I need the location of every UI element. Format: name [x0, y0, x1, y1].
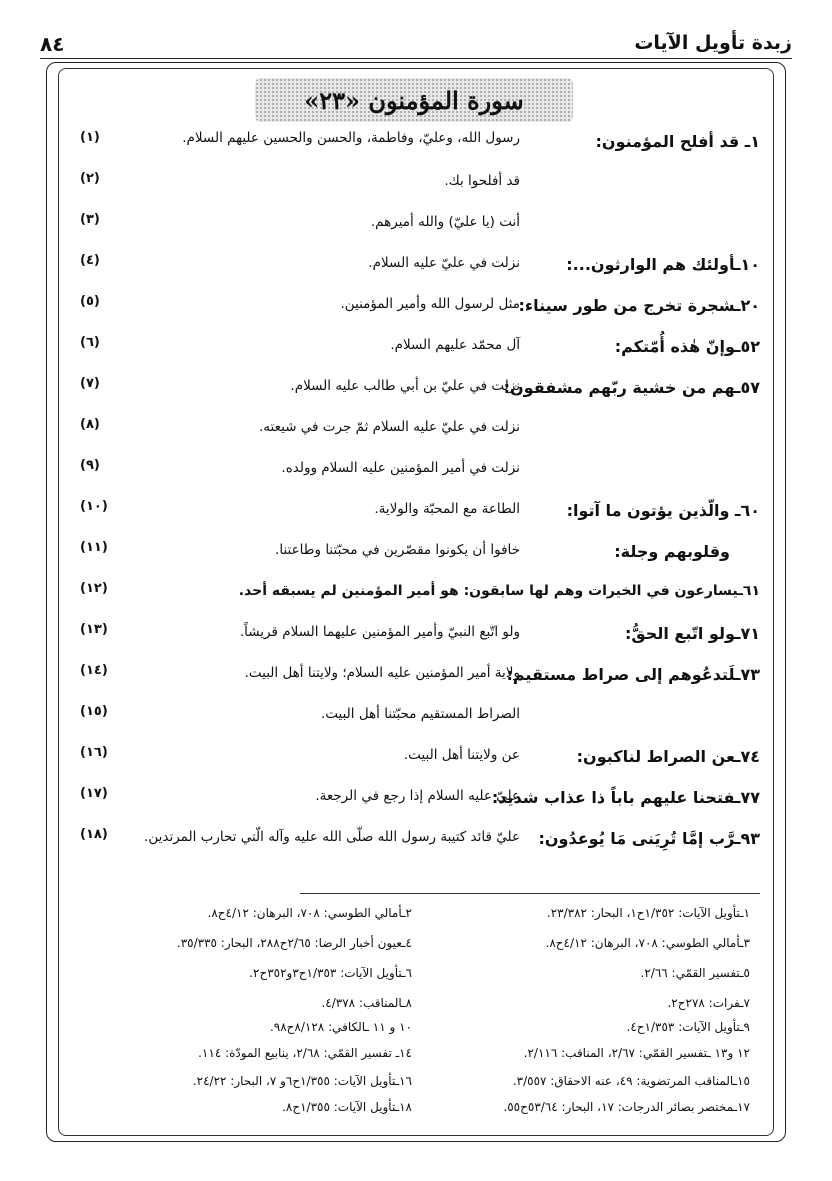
book-title: زبدة تأويل الآيات: [634, 32, 792, 54]
footnote: ٩ـتأويل الآيات: ١/٣٥٣ح٤.: [626, 1020, 750, 1034]
surah-banner: [255, 78, 573, 122]
entry-heading: ٧١ـولو اتّبع الحقُّ:: [624, 624, 760, 643]
entry-text: خافوا أن يكونوا مقصّرين في محبّتنا وطاعتنا.: [275, 542, 520, 558]
entry-heading: وقلوبهم وجلة:: [614, 542, 730, 561]
entry-number: (١٣): [80, 622, 108, 637]
entry-number: (١٠): [80, 499, 108, 514]
footnote: ٦ـتأويل الآيات: ١/٣٥٣ح٣و٣٥٢ح٢.: [249, 966, 412, 980]
entry-number: (٣): [80, 212, 100, 227]
entry-row: [60, 253, 760, 285]
entry-row: [60, 663, 760, 695]
entry-row: [60, 499, 760, 531]
footnote: ٧ـفرات: ٢٧٨ح٢.: [667, 996, 750, 1010]
footnote: ١٥ـالمناقب المرتضوية: ٤٩، عنه الاحقاق: ٣/٥٥٧.: [512, 1074, 750, 1088]
footnote: ١٤ـ تفسير القمّي: ٢/٦٨، ينابيع المودّة: ١١٤.: [198, 1046, 412, 1060]
entry-row: [60, 376, 760, 408]
entry-number: (٨): [80, 417, 100, 432]
entry-heading: ٢٠ـشجرة تخرج من طور سيناء:: [518, 296, 760, 315]
entry-row: [60, 130, 760, 162]
footnote: ١٦ـتأويل الآيات: ١/٣٥٥ح٦و ٧، البحار: ٢٤/٢٢.: [192, 1074, 412, 1088]
footnote: ١٠ و ١١ ـالكافي: ٨/١٢٨ح٩٨.: [269, 1020, 412, 1034]
entry-text: نزلت في عليّ عليه السلام ثمّ جرت في شيعته.: [259, 419, 520, 435]
entry-number: (٩): [80, 458, 100, 473]
footnote: ٣ـأمالي الطوسي: ٧٠٨، البرهان: ٤/١٢ح٨.: [545, 936, 750, 950]
footnote: ١٧ـمختصر بصائر الدرجات: ١٧، البحار: ٥٣/٦٤ح٥٥.: [503, 1100, 750, 1114]
page-number: ٨٤: [40, 32, 65, 56]
surah-title: سورة المؤمنون «٢٣»: [304, 85, 524, 115]
footnote: ٥ـتفسير القمّي: ٢/٦٦.: [640, 966, 750, 980]
entry-number: (١١): [80, 540, 108, 555]
entry-number: (٢): [80, 171, 100, 186]
entry-row: [60, 540, 760, 572]
entry-number: (١٧): [80, 786, 108, 801]
entry-row: [60, 212, 760, 244]
entry-row: [60, 294, 760, 326]
entry-text: الصراط المستقيم محبّتنا أهل البيت.: [320, 706, 520, 722]
footnote-divider: [300, 893, 760, 894]
entry-number: (١٦): [80, 745, 108, 760]
entry-number: (١): [80, 130, 100, 145]
entry-text: مثل لرسول الله وأمير المؤمنين.: [340, 296, 520, 312]
entry-text: ولو اتّبع النبيّ وأمير المؤمنين عليهما السلام قريشاً.: [239, 624, 520, 640]
entry-number: (١٢): [80, 581, 108, 596]
entry-text: قد أفلحوا بك.: [444, 173, 520, 189]
entry-text: نزلت في عليّ عليه السلام.: [368, 255, 520, 271]
entry-text: آل محمّد عليهم السلام.: [390, 337, 520, 353]
entry-row: [60, 745, 760, 777]
entry-number: (٦): [80, 335, 100, 350]
entry-text: عن ولايتنا أهل البيت.: [403, 747, 520, 763]
entry-number: (٤): [80, 253, 100, 268]
entry-text: رسول الله، وعليّ، وفاطمة، والحسن والحسين عليهم السلام.: [182, 130, 520, 146]
entry-heading: ٩٣ـرَّب إمَّا تُرِيَنى مَا يُوعدُون:: [538, 829, 760, 848]
entry-row: [60, 827, 760, 859]
entry-heading: ٦٠ـ والّذين يؤتون ما آتوا:: [566, 501, 760, 520]
entry-number: (٧): [80, 376, 100, 391]
footnote: ٨ـالمناقب: ٤/٣٧٨.: [321, 996, 412, 1010]
entry-row: [60, 581, 760, 613]
footnote: ١٢ و١٣ ـتفسير القمّي: ٢/٦٧، المناقب: ٢/١١٦.: [523, 1046, 750, 1060]
entry-heading: ٥٢ـوإنّ هٰذه أُمّتكم:: [614, 337, 760, 356]
entry-row: [60, 622, 760, 654]
entry-heading: ١ـ قد أفلح المؤمنون:: [595, 132, 760, 151]
entry-number: (١٨): [80, 827, 108, 842]
entry-row: [60, 786, 760, 818]
entry-heading: ٧٤ـعن الصراط لناكبون:: [576, 747, 760, 766]
entry-heading: ٧٧ـفتحنا عليهم باباً ذا عذاب شديد:: [491, 788, 760, 807]
entry-number: (١٤): [80, 663, 108, 678]
entry-text: نزلت في عليّ بن أبي طالب عليه السلام.: [290, 378, 520, 394]
entry-row: [60, 704, 760, 736]
entry-text: أنت (يا عليّ) والله أميرهم.: [370, 214, 520, 230]
entry-text: ولاية أمير المؤمنين عليه السلام؛ ولايتنا أهل البيت.: [244, 665, 520, 681]
entry-text: ٦١ـيسارعون في الخيرات وهم لها سابقون: هو أمير المؤمنين لم يسبقه أحد.: [238, 583, 760, 599]
entry-row: [60, 171, 760, 203]
footnote: ١٨ـتأويل الآيات: ١/٣٥٥ح٨.: [282, 1100, 412, 1114]
entry-number: (١٥): [80, 704, 108, 719]
entry-row: [60, 417, 760, 449]
footnote: ٢ـأمالي الطوسي: ٧٠٨، البرهان: ٤/١٢ح٨.: [207, 906, 412, 920]
entry-text: عليّ عليه السلام إذا رجع في الرجعة.: [315, 788, 520, 804]
entry-heading: ٧٣ـلَتدعُوهم إلى صراط مستقيم:: [506, 665, 760, 684]
entry-text: نزلت في أمير المؤمنين عليه السلام وولده.: [281, 460, 520, 476]
entry-text: عليّ قائد كتيبة رسول الله صلّى الله عليه وآله الّتي تحارب المرتدين.: [144, 829, 520, 845]
entry-heading: ٥٧ـهم من خشية ربّهم مشفقون:: [503, 378, 760, 397]
entry-row: [60, 335, 760, 367]
running-header: [40, 30, 792, 59]
entry-heading: ١٠ـأولئك هم الوارثون...:: [566, 255, 760, 274]
footnote: ١ـتأويل الآيات: ١/٣٥٢ح١، البحار: ٢٣/٣٨٢.: [546, 906, 750, 920]
entry-number: (٥): [80, 294, 100, 309]
entry-row: [60, 458, 760, 490]
footnote: ٤ـعيون أخبار الرضا: ٢/٦٥ح٢٨٨، البحار: ٣٥/٣٣٥.: [176, 936, 412, 950]
entry-text: الطاعة مع المحبّة والولاية.: [374, 501, 520, 517]
